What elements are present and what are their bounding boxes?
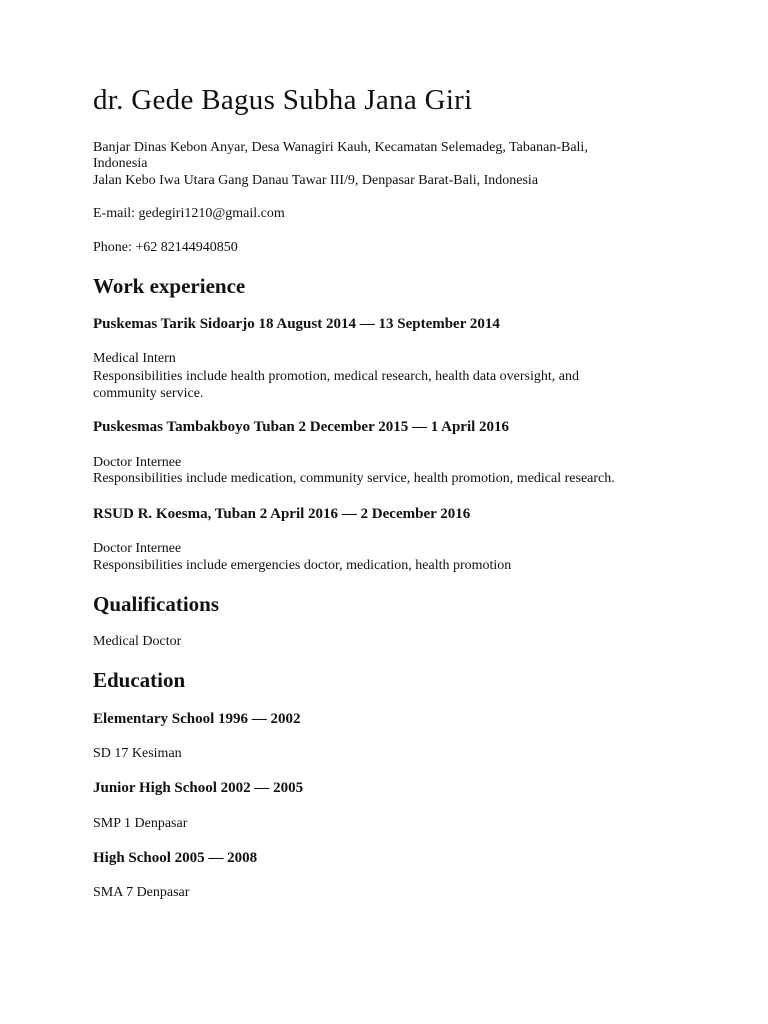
work-item-description: community service. bbox=[93, 386, 204, 401]
work-item-role: Doctor Internee bbox=[93, 541, 182, 556]
education-item-title: High School 2005 — 2008 bbox=[93, 850, 258, 866]
address-line: Indonesia bbox=[93, 156, 148, 171]
work-item-title: Puskemas Tarik Sidoarjo 18 August 2014 — 13 September 2014 bbox=[93, 316, 500, 332]
work-item-description: Responsibilities include health promotion, medical research, health data oversight, and bbox=[93, 369, 579, 384]
education-item-school: SMA 7 Denpasar bbox=[93, 885, 190, 900]
qualifications-heading: Qualifications bbox=[93, 592, 220, 616]
address-line: Banjar Dinas Kebon Anyar, Desa Wanagiri Kauh, Kecamatan Selemadeg, Tabanan-Bali, bbox=[93, 140, 588, 155]
qualification-text: Medical Doctor bbox=[93, 634, 182, 649]
work-item-title: Puskesmas Tambakboyo Tuban 2 December 2015 — 1 April 2016 bbox=[93, 419, 510, 435]
phone-text: Phone: +62 82144940850 bbox=[93, 240, 238, 255]
education-item-school: SMP 1 Denpasar bbox=[93, 816, 188, 831]
education-heading: Education bbox=[93, 668, 186, 692]
education-item-title: Elementary School 1996 — 2002 bbox=[93, 711, 301, 727]
education-item-school: SD 17 Kesiman bbox=[93, 746, 182, 761]
work-experience-heading: Work experience bbox=[93, 274, 246, 298]
education-item-title: Junior High School 2002 — 2005 bbox=[93, 780, 304, 796]
work-item-description: Responsibilities include medication, community service, health promotion, medical research. bbox=[93, 471, 615, 486]
work-item-role: Medical Intern bbox=[93, 351, 176, 366]
candidate-name: dr. Gede Bagus Subha Jana Giri bbox=[93, 84, 473, 116]
email-text: E-mail: gedegiri1210@gmail.com bbox=[93, 206, 285, 221]
work-item-title: RSUD R. Koesma, Tuban 2 April 2016 — 2 December 2016 bbox=[93, 506, 471, 522]
work-item-description: Responsibilities include emergencies doctor, medication, health promotion bbox=[93, 558, 512, 573]
work-item-role: Doctor Internee bbox=[93, 455, 182, 470]
address-line: Jalan Kebo Iwa Utara Gang Danau Tawar III/9, Denpasar Barat-Bali, Indonesia bbox=[93, 173, 539, 188]
